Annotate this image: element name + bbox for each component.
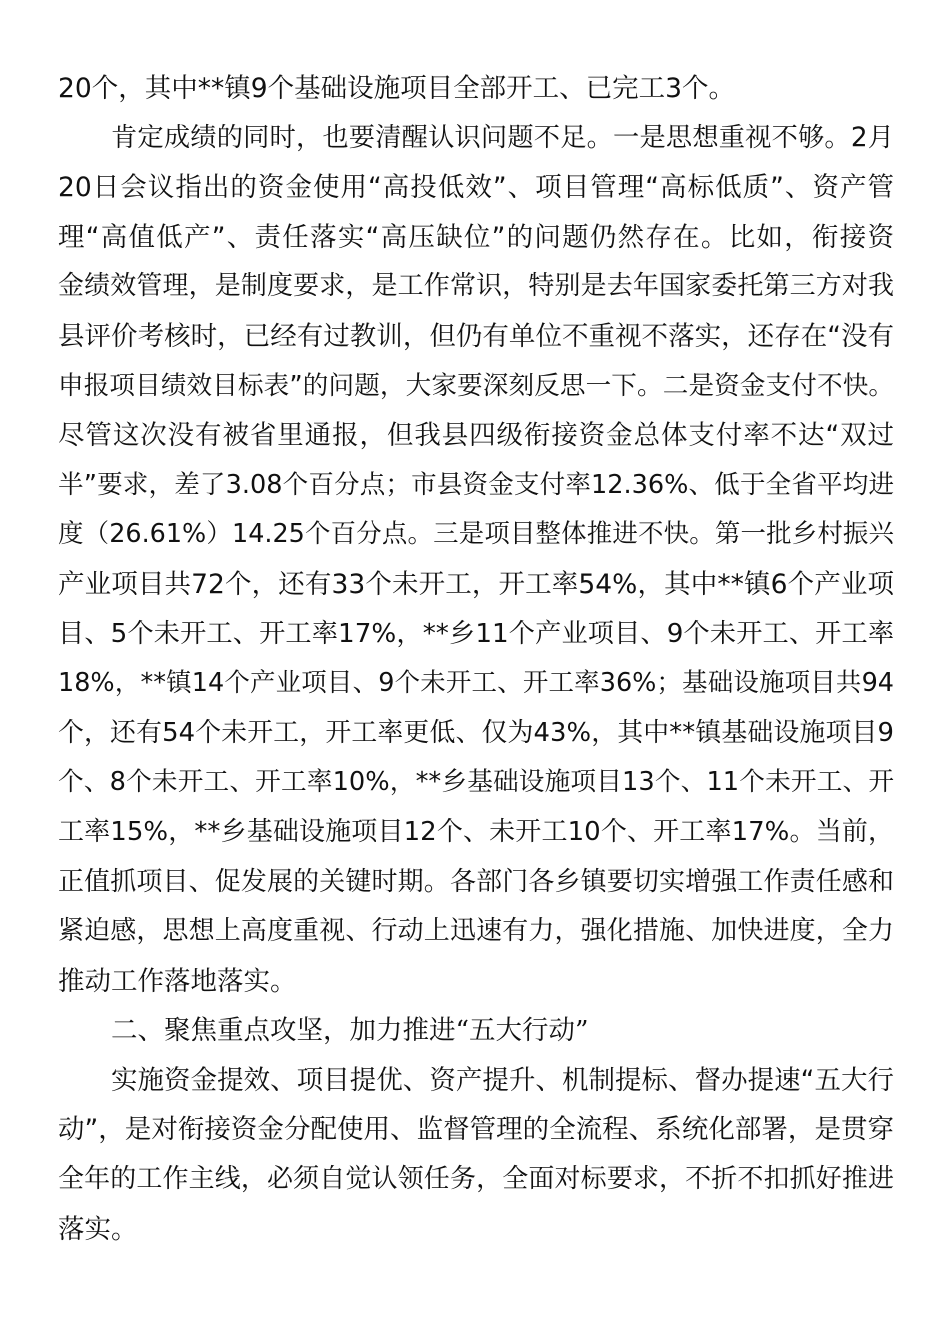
text-line: 18%，**镇14个产业项目、9个未开工、开工率36%；基础设施项目共94 <box>58 668 894 699</box>
text-line: 申报项目绩效目标表”的问题，大家要深刻反思一下。二是资金支付不快。 <box>58 370 894 401</box>
paragraph-end-line: 推动工作落地落实。 <box>58 965 297 997</box>
text-line: 个、8个未开工、开工率10%，**乡基础设施项目13个、11个未开工、开 <box>58 767 894 798</box>
text-line: 20个，其中**镇9个基础设施项目全部开工、已完工3个。 <box>58 73 735 104</box>
document-body <box>58 64 894 1254</box>
paragraph-start-line: 实施资金提效、项目提优、资产提升、机制提标、督办提速“五大行 <box>111 1064 894 1096</box>
text-line: 理“高值低产”、责任落实“高压缺位”的问题仍然存在。比如，衔接资 <box>58 221 894 253</box>
text-line: 紧迫感，思想上高度重视、行动上迅速有力，强化措施、加快进度，全力 <box>58 916 894 947</box>
text-line: 产业项目共72个，还有33个未开工，开工率54%，其中**镇6个产业项 <box>58 568 894 600</box>
text-line: 20日会议指出的资金使用“高投低效”、项目管理“高标低质”、资产管 <box>58 172 894 204</box>
text-line: 金绩效管理，是制度要求，是工作常识，特别是去年国家委托第三方对我 <box>58 271 894 302</box>
section-heading: 二、聚焦重点攻坚，加力推进“五大行动” <box>111 1015 589 1047</box>
text-line: 工率15%，**乡基础设施项目12个、未开工10个、开工率17%。当前， <box>58 816 894 847</box>
paragraph-end-line: 落实。 <box>58 1213 138 1245</box>
text-line: 半”要求，差了3.08个百分点；市县资金支付率12.36%、低于全省平均进 <box>58 469 894 500</box>
text-line: 尽管这次没有被省里通报，但我县四级衔接资金总体支付率不达“双过 <box>58 420 894 452</box>
text-line: 动”，是对衔接资金分配使用、监督管理的全流程、系统化部署，是贯穿 <box>58 1114 894 1146</box>
text-line: 度（26.61%）14.25个百分点。三是项目整体推进不快。第一批乡村振兴 <box>58 519 894 550</box>
text-line: 全年的工作主线，必须自觉认领任务，全面对标要求，不折不扣抓好推进 <box>58 1164 894 1195</box>
paragraph-start-line: 肯定成绩的同时，也要清醒认识问题不足。一是思想重视不够。2月 <box>111 122 894 153</box>
text-line: 目、5个未开工、开工率17%，**乡11个产业项目、9个未开工、开工率 <box>58 618 894 649</box>
text-line: 正值抓项目、促发展的关键时期。各部门各乡镇要切实增强工作责任感和 <box>58 866 894 897</box>
text-line: 县评价考核时，已经有过教训，但仍有单位不重视不落实，还存在“没有 <box>58 320 894 352</box>
text-line: 个，还有54个未开工，开工率更低、仅为43%，其中**镇基础设施项目9 <box>58 717 894 748</box>
